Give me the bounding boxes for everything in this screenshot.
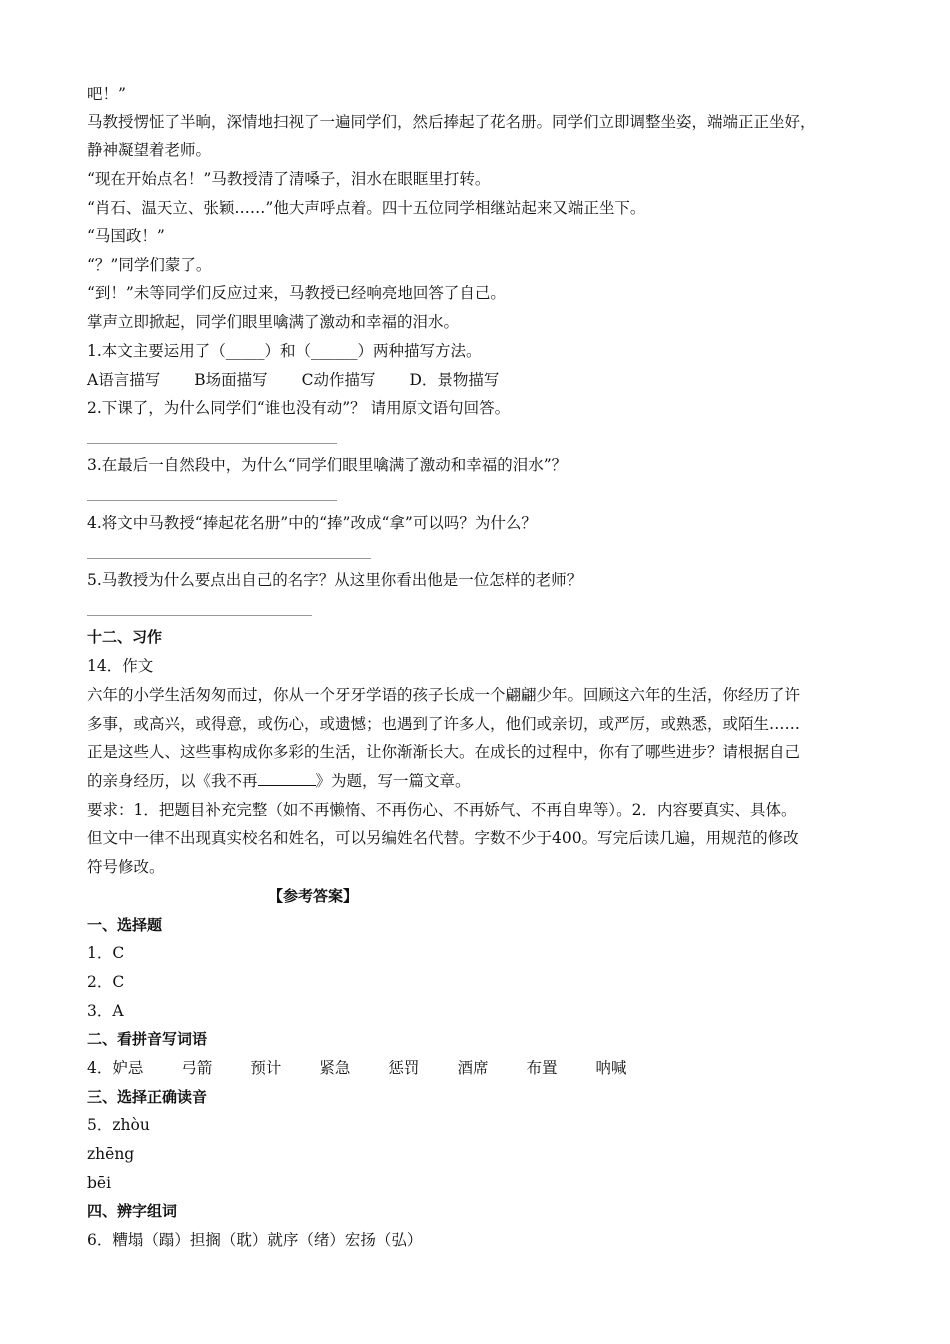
word: 惩罚 [388,1059,420,1077]
passage-line: “肖石、温天立、张颖……”他大声呼点着。四十五位同学相继站起来又端正坐下。 [87,199,646,217]
question-1: 1.本文主要运用了（_____）和（______）两种描写方法。 [87,342,482,360]
answer-item: bēi [87,1174,112,1192]
question-4: 4.将文中马教授“捧起花名册”中的“捧”改成“拿”可以吗？为什么？ [87,514,537,532]
requirement-line: 符号修改。 [87,858,165,876]
answer-item: 1．C [87,944,125,962]
passage-line: 掌声立即掀起，同学们眼里噙满了激动和幸福的泪水。 [87,313,460,331]
question-5: 5.马教授为什么要点出自己的名字？从这里你看出他是一位怎样的老师？ [87,571,583,589]
word: 弓箭 [181,1059,213,1077]
passage-line: “到！”未等同学们反应过来，马教授已经响亮地回答了自己。 [87,284,506,302]
composition-line: 六年的小学生活匆匆而过，你从一个牙牙学语的孩子长成一个翩翩少年。回顾这六年的生活，你经历了许 [87,686,801,704]
answer-line [87,558,371,559]
option-a: A语言描写 [87,371,161,389]
passage-line: 马教授愣怔了半晌，深情地扫视了一遍同学们，然后捧起了花名册。同学们立即调整坐姿，端端正正坐好， [87,113,816,131]
composition-line [87,771,471,791]
word: 预计 [250,1059,282,1077]
passage-line: “？”同学们蒙了。 [87,256,212,274]
word: 紧急 [319,1059,351,1077]
answer-line [87,615,312,616]
passage-line: “马国政！” [87,227,165,245]
word: 布置 [526,1059,558,1077]
requirement-line: 但文中一律不出现真实校名和姓名，可以另编姓名代替。字数不少于400。写完后读几遍，用规范的修改 [87,829,799,847]
answer-item: 5．zhòu [87,1116,150,1134]
answer-words [87,1058,664,1078]
question-1-options [87,370,533,390]
answer-line [87,500,337,501]
answer-item: 6．糟塌（蹋）担搁（耽）就序（绪）宏扬（弘） [87,1231,423,1249]
answers-title: 【参考答案】 [268,887,359,905]
word: 酒席 [457,1059,489,1077]
answer-line [87,443,337,444]
question-3: 3.在最后一自然段中，为什么“同学们眼里噙满了激动和幸福的泪水”？ [87,456,568,474]
composition-line: 正是这些人、这些事构成你多彩的生活，让你渐渐长大。在成长的过程中，你有了哪些进步？请根据自己 [87,743,801,761]
option-c: C动作描写 [301,371,376,389]
section-heading: 二、看拼音写词语 [87,1030,208,1048]
passage-line: “现在开始点名！”马教授清了清嗓子，泪水在眼眶里打转。 [87,170,491,188]
question-2: 2.下课了，为什么同学们“谁也没有动”？ 请用原文语句回答。 [87,399,511,417]
section-heading: 一、选择题 [87,916,163,934]
answer-item: 3．A [87,1002,124,1020]
composition-number: 14．作文 [87,657,154,675]
section-heading: 三、选择正确读音 [87,1088,208,1106]
word: 呐喊 [595,1059,627,1077]
section-heading: 十二、习作 [87,628,163,646]
word: 4．妒忌 [87,1059,144,1077]
composition-line: 多事，或高兴，或得意，或伤心，或遗憾；也遇到了许多人，他们或亲切，或严厉，或熟悉，或陌生…… [87,715,801,733]
requirement-line: 要求：1．把题目补充完整（如不再懒惰、不再伤心、不再娇气、不再自卑等）。2．内容要真实、具体。 [87,801,797,819]
answer-item: zhēng [87,1145,135,1163]
composition-line-pre: 的亲身经历，以《我不再 [87,772,258,790]
option-b: B场面描写 [194,371,268,389]
passage-line: 吧！” [87,85,126,103]
title-blank [258,771,316,786]
composition-line-post: 》为题，写一篇文章。 [315,772,471,790]
answer-item: 2．C [87,973,125,991]
option-d: D．景物描写 [409,371,500,389]
passage-line: 静神凝望着老师。 [87,141,212,159]
section-heading: 四、辨字组词 [87,1202,178,1220]
